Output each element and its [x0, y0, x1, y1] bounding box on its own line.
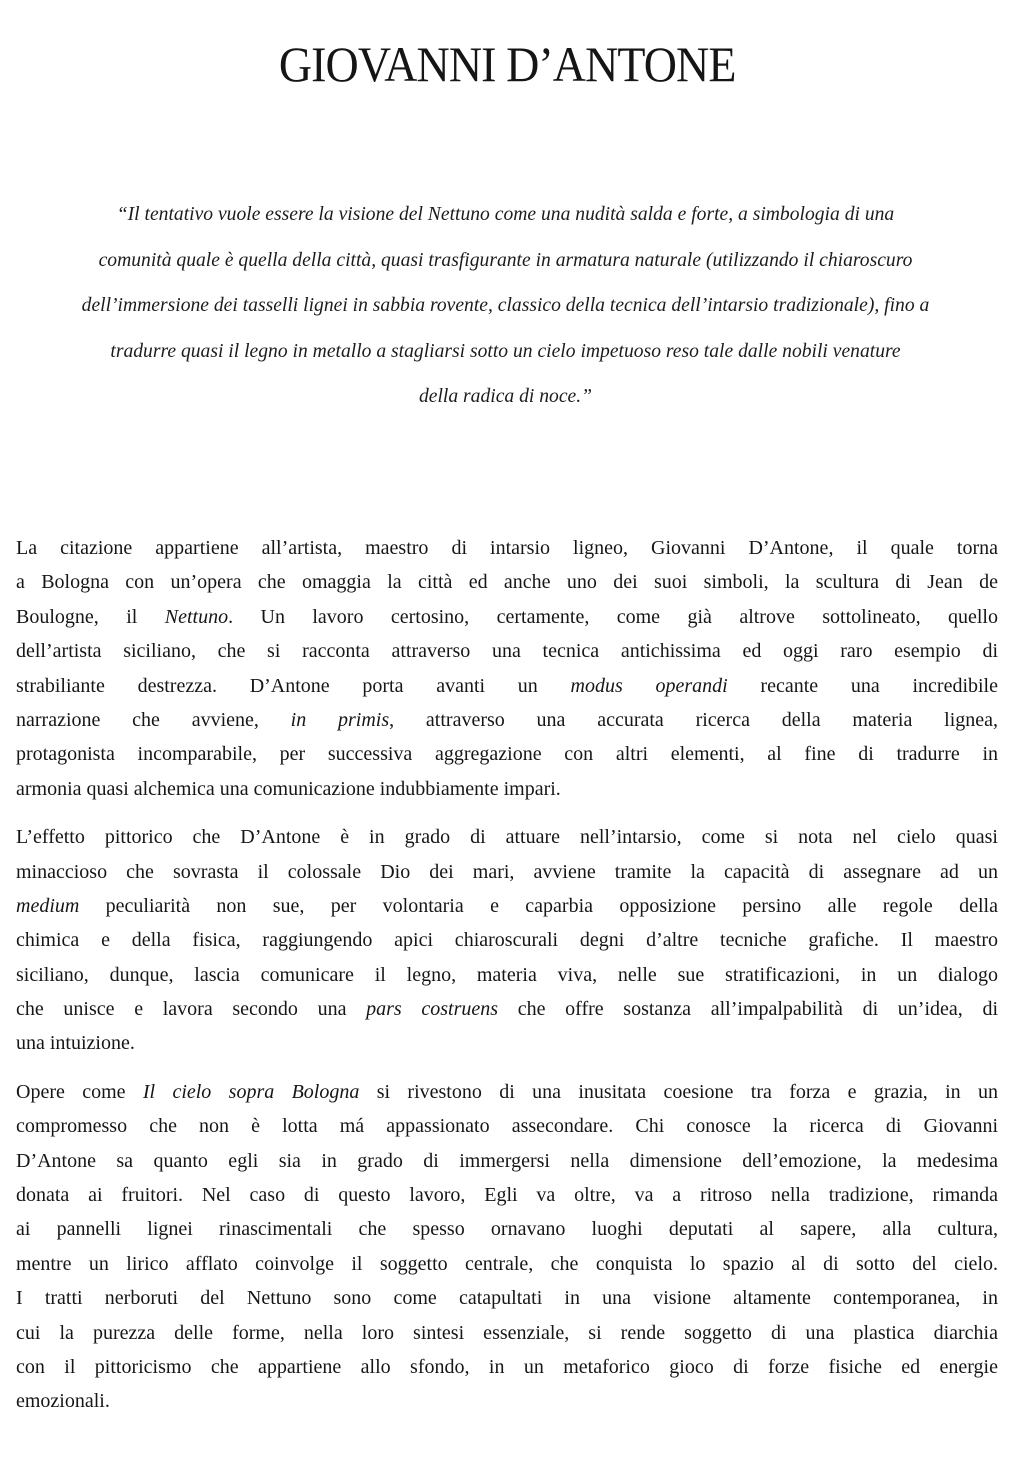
text-line: L’effetto pittorico che D’Antone è in grado di attuare nell’intarsio, come si nota nel cielo quasi — [16, 826, 998, 849]
text-line: dell’artista siciliano, che si racconta attraverso una tecnica antichissima ed oggi raro esempio di — [16, 640, 998, 663]
quote-line: tradurre quasi il legno in metallo a stagliarsi sotto un cielo impetuoso reso tale dalle nobili venature — [110, 340, 901, 362]
text-run: recante una incredibile — [727, 674, 998, 697]
page-title-text: GIOVANNI D’ANTONE — [279, 35, 736, 92]
quote-line: dell’immersione dei tasselli lignei in sabbia rovente, classico della tecnica dell’intarsio tradizionale), fino a — [81, 295, 930, 316]
text-run: Opere come — [16, 1080, 143, 1103]
paragraph-2 — [16, 820, 998, 1061]
text-line: a Bologna con un’opera che omaggia la città ed anche uno dei suoi simboli, la scultura di Jean de — [16, 571, 998, 594]
quote-line: comunità quale è quella della città, quasi trasfigurante in armatura naturale (utilizzando il chiaroscuro — [98, 249, 913, 271]
text-line: D’Antone sa quanto egli sia in grado di immergersi nella dimensione dell’emozione, la medesima — [16, 1149, 998, 1172]
text-run: narrazione che avviene, — [16, 708, 291, 731]
text-line — [16, 1075, 998, 1109]
text-line: cui la purezza delle forme, nella loro sintesi essenziale, si rende soggetto di una plastica diarchia — [16, 1321, 998, 1344]
italic-run: pars costruens — [366, 998, 499, 1021]
text-line: compromesso che non è lotta má appassionato assecondare. Chi conosce la ricerca di Giovanni — [16, 1115, 998, 1138]
text-line: con il pittoricismo che appartiene allo sfondo, in un metaforico gioco di forze fisiche ed energie — [16, 1355, 998, 1378]
text-run: , attraverso una accurata ricerca della materia lignea, — [389, 708, 999, 731]
text-line: minaccioso che sovrasta il colossale Dio dei mari, avviene tramite la capacità di assegnare ad un — [16, 860, 998, 883]
text-run: che offre sostanza all’impalpabilità di un’idea, di — [498, 998, 999, 1021]
italic-run: medium — [16, 894, 80, 917]
quote-line: della radica di noce.” — [418, 386, 593, 407]
text-line: donata ai fruitori. Nel caso di questo lavoro, Egli va oltre, va a ritroso nella tradizione, rimanda — [16, 1184, 998, 1207]
quote-line: “Il tentativo vuole essere la visione del Nettuno come una nudità salda e forte, a simbologia di una — [116, 204, 895, 225]
text-line: ai pannelli lignei rinascimentali che spesso ornavano luoghi deputati al sapere, alla cultura, — [16, 1218, 998, 1241]
text-run: si rivestono di una inusitata coesione tra forza e grazia, in un — [359, 1080, 998, 1103]
text-run: . Un lavoro certosino, certamente, come già altrove sottolineato, quello — [228, 605, 998, 628]
text-line: una intuizione. — [16, 1032, 135, 1055]
italic-run: in primis — [290, 708, 390, 731]
italic-run: Il cielo sopra Bologna — [142, 1080, 360, 1103]
text-line — [16, 600, 998, 634]
paragraph-3 — [16, 1075, 998, 1419]
text-run: strabiliante destrezza. D’Antone porta avanti un — [16, 674, 571, 697]
artist-quote — [8, 192, 1003, 420]
text-line: siciliano, dunque, lascia comunicare il legno, materia viva, nelle sue stratificazioni, in un dialogo — [16, 963, 998, 986]
italic-run: Nettuno — [164, 605, 229, 628]
text-line: armonia quasi alchemica una comunicazione indubbiamente impari. — [16, 777, 561, 800]
text-run: Boulogne, il — [16, 605, 165, 628]
text-line: protagonista incomparabile, per successiva aggregazione con altri elementi, al fine di tradurre in — [16, 743, 998, 766]
text-line: La citazione appartiene all’artista, maestro di intarsio ligneo, Giovanni D’Antone, il quale torna — [16, 537, 998, 559]
text-line: I tratti nerboruti del Nettuno sono come catapultati in una visione altamente contemporanea, in — [16, 1287, 998, 1310]
text-line: emozionali. — [16, 1390, 110, 1413]
text-line — [16, 703, 998, 737]
text-run: che unisce e lavora secondo una — [16, 998, 367, 1021]
paragraph-1 — [16, 531, 998, 806]
text-line: mentre un lirico afflato coinvolge il soggetto centrale, che conquista lo spazio al di sotto del cielo. — [16, 1252, 998, 1275]
article-body — [16, 531, 998, 1433]
italic-run: modus operandi — [570, 674, 728, 697]
text-line — [16, 889, 998, 923]
text-run: peculiarità non sue, per volontaria e caparbia opposizione persino alle regole della — [79, 894, 998, 917]
page-title — [0, 36, 1015, 92]
text-line — [16, 669, 998, 703]
text-line — [16, 992, 998, 1026]
text-line: chimica e della fisica, raggiungendo apici chiaroscurali degni d’altre tecniche grafiche. Il maestro — [16, 929, 998, 952]
